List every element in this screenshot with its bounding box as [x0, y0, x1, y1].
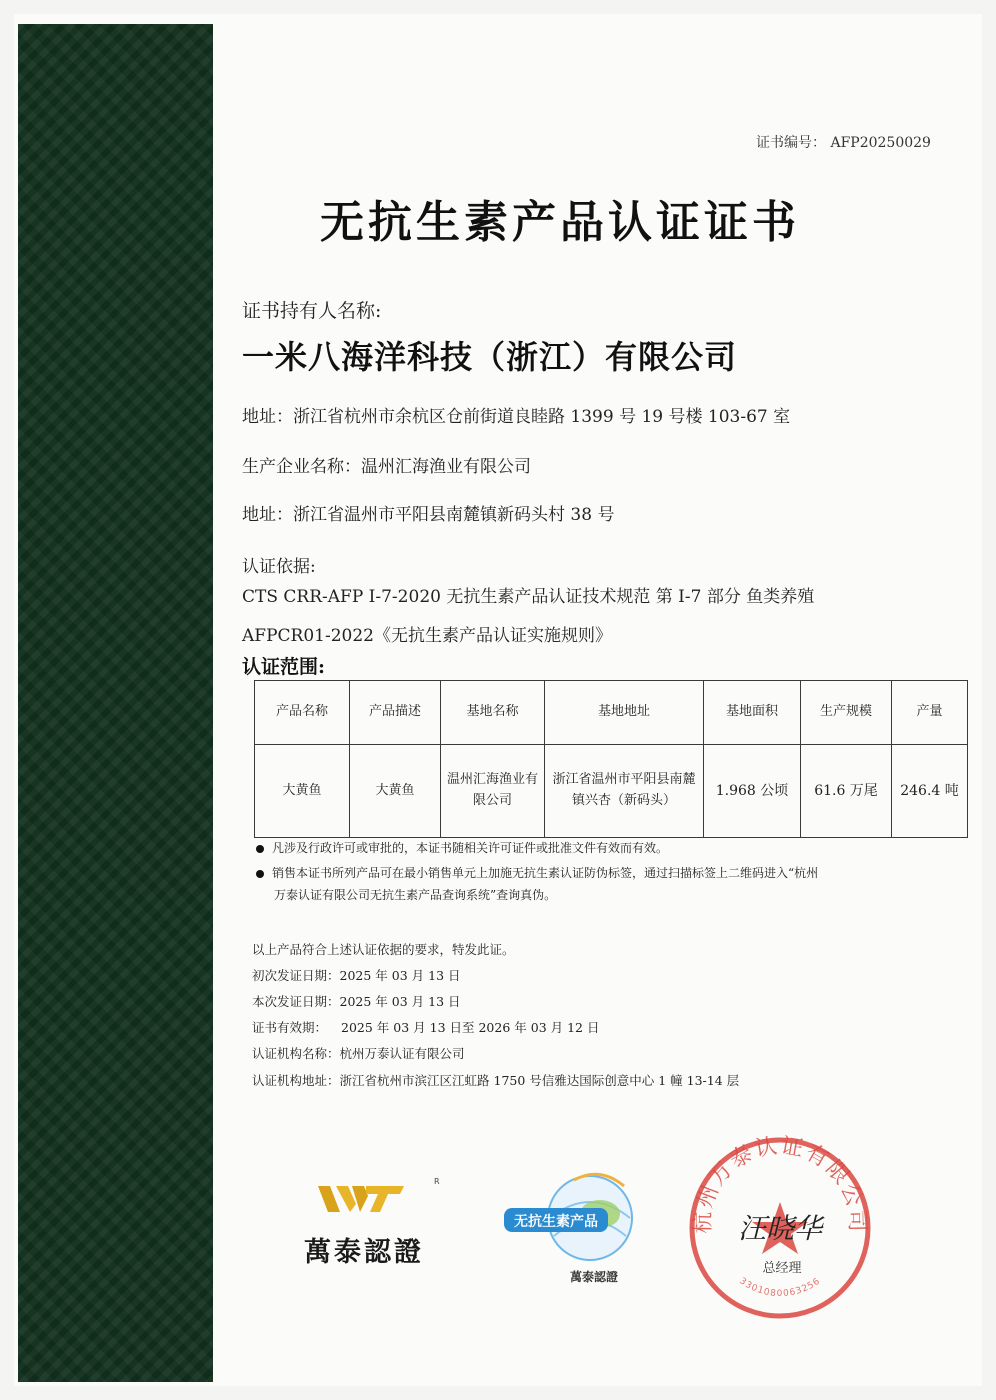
cert-body-name-value: 杭州万泰认证有限公司 [339, 1046, 465, 1061]
seal-text: 杭州万泰认证有限公司 [690, 1133, 870, 1234]
note-2 [256, 864, 818, 881]
validity-period [252, 1018, 599, 1036]
svg-text:3301080063256 [737, 1276, 822, 1299]
cert-body-address-value: 浙江省杭州市滨江区江虹路 1750 号信雅达国际创意中心 1 幢 13-14 层 [339, 1073, 740, 1088]
this-issue-date [252, 992, 461, 1010]
official-seal [682, 1130, 878, 1330]
registered-mark: R [434, 1177, 440, 1186]
basis-standard-2: AFPCR01-2022《无抗生素产品认证实施规则》 [242, 626, 612, 646]
producer-address: 地址：浙江省温州市平阳县南麓镇新码头村 38 号 [242, 505, 615, 525]
producer-name: 生产企业名称：温州汇海渔业有限公司 [242, 457, 531, 477]
first-issue-label: 初次发证日期： [252, 968, 340, 983]
issue-statement: 以上产品符合上述认证依据的要求，特发此证。 [252, 942, 515, 957]
header-base-address: 基地地址 [545, 681, 704, 745]
note-1-text: 凡涉及行政许可或审批的，本证书随相关许可证件或批准文件有效而有效。 [272, 841, 669, 855]
certificate-title: 无抗生素产品认证证书 [320, 197, 800, 248]
this-issue-value: 2025 年 03 月 13 日 [339, 994, 461, 1009]
bullet-icon [256, 845, 264, 853]
decorative-green-band [18, 24, 213, 1382]
cell-output: 246.4 吨 [892, 745, 968, 838]
scope-label: 认证范围: [242, 656, 326, 678]
cell-production-scale: 61.6 万尾 [801, 745, 892, 838]
header-production-scale: 生产规模 [801, 681, 892, 745]
antibiotic-free-emblem [504, 1166, 644, 1270]
note-1 [256, 839, 668, 856]
note-2-text: 销售本证书所列产品可在最小销售单元上加施无抗生素认证防伪标签，通过扫描标签上二维码进入“杭州 [272, 866, 819, 880]
globe-emblem-icon [504, 1166, 644, 1266]
certificate-number-value: AFP20250029 [830, 135, 931, 151]
header-product-name: 产品名称 [255, 681, 350, 745]
this-issue-label: 本次发证日期： [252, 994, 340, 1009]
cell-base-name: 温州汇海渔业有限公司 [441, 745, 545, 838]
emblem-brand: 萬泰認證 [570, 1270, 619, 1284]
wt-logo-icon [300, 1176, 440, 1226]
basis-standard-1: CTS CRR-AFP I-7-2020 无抗生素产品认证技术规范 第 I-7 部分 鱼类养殖 [242, 587, 815, 607]
cell-product-desc: 大黄鱼 [350, 745, 441, 838]
validity-value: 2025 年 03 月 13 日至 2026 年 03 月 12 日 [341, 1020, 600, 1035]
bullet-icon [256, 870, 264, 878]
signature-title: 总经理 [762, 1261, 802, 1276]
wt-logo-name: 萬泰認證 [304, 1237, 424, 1268]
emblem-label: 无抗生素产品 [514, 1214, 598, 1230]
basis-label: 认证依据: [242, 557, 316, 577]
wt-logo [300, 1176, 440, 1230]
header-output: 产量 [892, 681, 968, 745]
holder-label: 证书持有人名称: [242, 300, 382, 322]
cell-product-name: 大黄鱼 [255, 745, 350, 838]
header-base-area: 基地面积 [704, 681, 801, 745]
holder-name: 一米八海洋科技（浙江）有限公司 [242, 338, 738, 376]
note-2-continued: 万泰认证有限公司无抗生素产品查询系统”查询真伪。 [274, 888, 557, 902]
cert-body-address [252, 1071, 739, 1089]
first-issue-date [252, 966, 461, 984]
certificate-number-label: 证书编号： [756, 135, 826, 151]
header-base-name: 基地名称 [441, 681, 545, 745]
cert-body-name [252, 1044, 465, 1062]
certificate-number [756, 132, 931, 152]
holder-address: 地址：浙江省杭州市余杭区仓前街道良睦路 1399 号 19 号楼 103-67 室 [242, 407, 791, 427]
seal-stamp-icon [682, 1130, 878, 1326]
cert-body-name-label: 认证机构名称： [252, 1046, 340, 1061]
scope-table-header-row [255, 681, 968, 745]
first-issue-value: 2025 年 03 月 13 日 [339, 968, 461, 983]
validity-label: 证书有效期： [252, 1020, 328, 1035]
table-row [255, 745, 968, 838]
signature: 汪晓华 [737, 1212, 823, 1245]
seal-number: 3301080063256 [737, 1276, 823, 1300]
cell-base-address: 浙江省温州市平阳县南麓镇兴杏（新码头） [545, 745, 704, 838]
header-product-desc: 产品描述 [350, 681, 441, 745]
cell-base-area: 1.968 公顷 [704, 745, 801, 838]
cert-body-address-label: 认证机构地址： [252, 1073, 340, 1088]
scope-table [254, 680, 968, 838]
